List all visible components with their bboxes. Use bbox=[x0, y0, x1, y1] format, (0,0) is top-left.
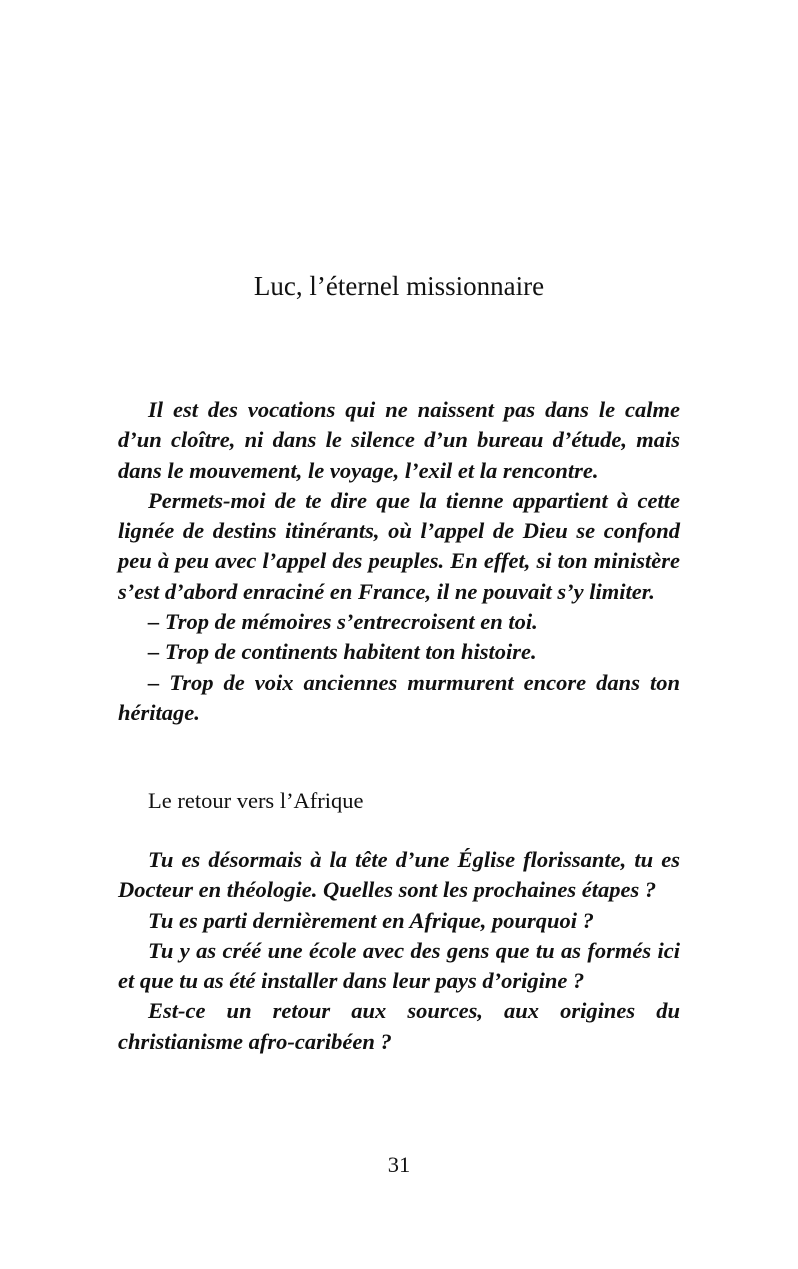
intro-paragraph: – Trop de voix anciennes murmurent encore dans ton héritage. bbox=[118, 669, 680, 725]
section-heading: Le retour vers l’Afrique bbox=[148, 788, 364, 813]
question-paragraph: Tu y as créé une école avec des gens que tu as formés ici et que tu as été installer dans leur pays d’origine ? bbox=[118, 937, 680, 994]
questions-text bbox=[118, 845, 680, 1057]
intro-text bbox=[118, 395, 680, 728]
intro-paragraph: – Trop de mémoires s’entrecroisent en toi. bbox=[148, 609, 538, 635]
question-paragraph: Est-ce un retour aux sources, aux origines du christianisme afro-caribéen ? bbox=[118, 998, 680, 1054]
page-number: 31 bbox=[387, 1152, 411, 1177]
intro-paragraph: Permets-moi de te dire que la tienne appartient à cette lignée de destins itinérants, où l’appel de Dieu se confond peu à peu avec l’appel des peuples. En effet, si ton ministère s’est d’abord enraciné en France, il ne pouvait s’y limiter. bbox=[118, 487, 680, 604]
chapter-title: Luc, l’éternel missionnaire bbox=[253, 271, 545, 301]
intro-paragraph: Il est des vocations qui ne naissent pas dans le calme d’un cloître, ni dans le silence d’un bureau d’étude, mais dans le mouvement, le voyage, l’exil et la rencontre. bbox=[118, 397, 680, 483]
question-paragraph: Tu es désormais à la tête d’une Église florissante, tu es Docteur en théologie. Quelles sont les prochaines étapes ? bbox=[118, 847, 680, 903]
intro-paragraph: – Trop de continents habitent ton histoire. bbox=[148, 639, 537, 665]
question-paragraph: Tu es parti dernièrement en Afrique, pourquoi ? bbox=[148, 907, 594, 933]
